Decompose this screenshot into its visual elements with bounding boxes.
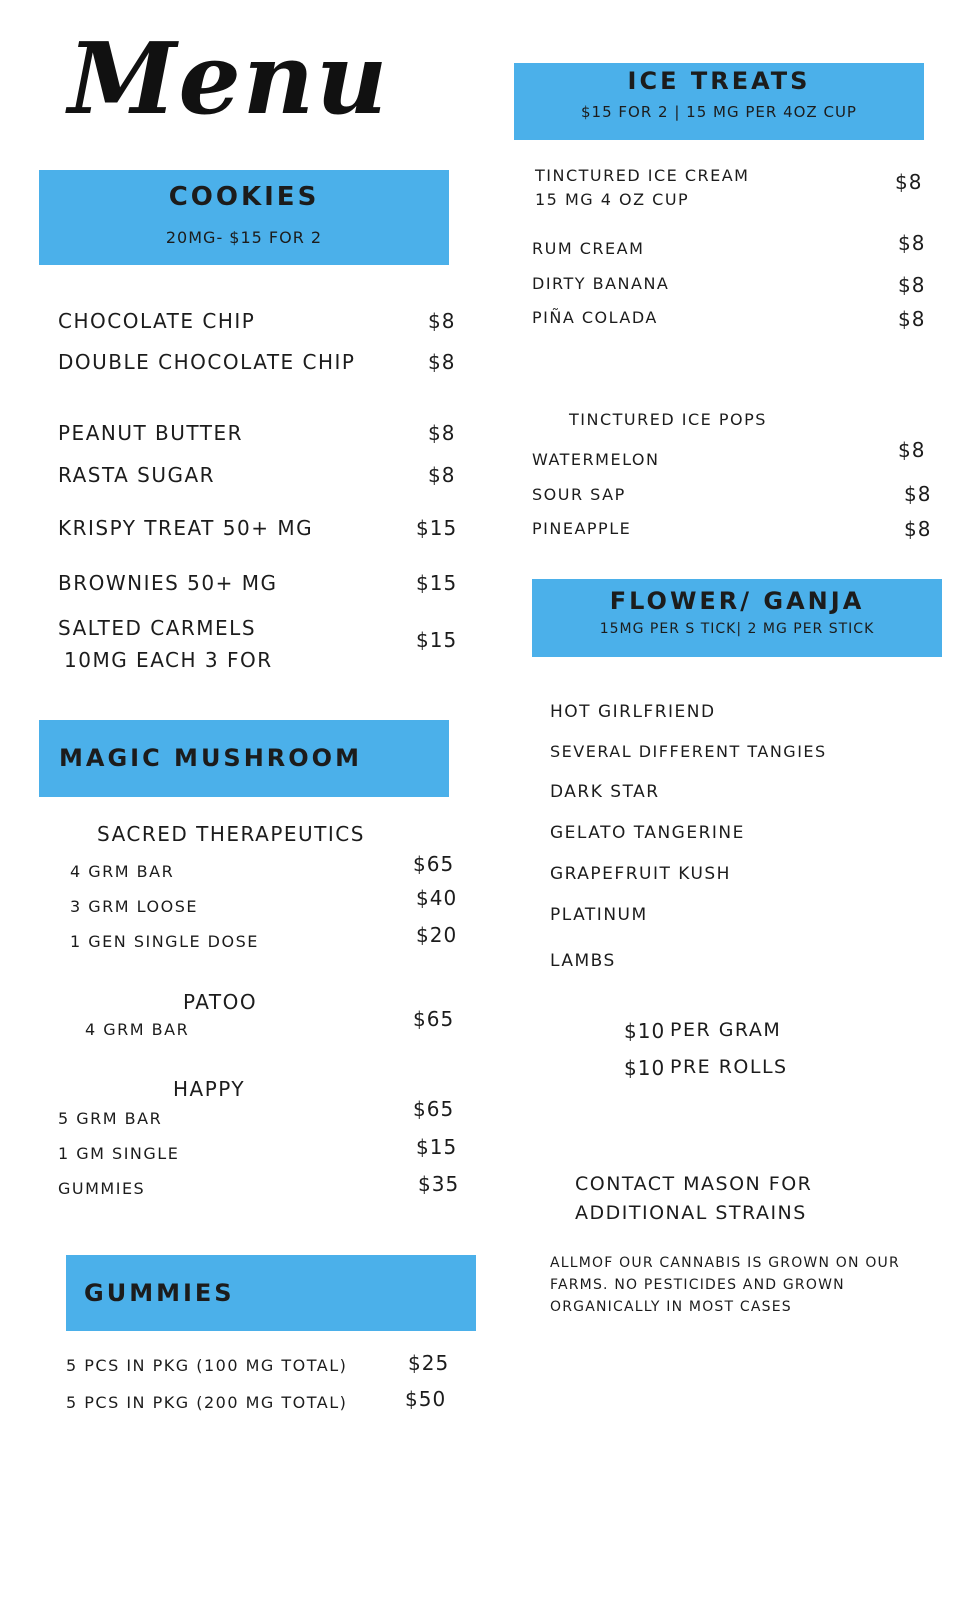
menu-item-price: $8 xyxy=(895,170,923,194)
menu-item-detail: 15 MG 4 OZ CUP xyxy=(535,190,690,209)
menu-item-price: $8 xyxy=(428,350,456,374)
flower-subheading: 15MG PER S TICK| 2 MG PER STICK xyxy=(599,621,875,637)
menu-item-name: PINEAPPLE xyxy=(532,519,632,538)
gummies-heading: GUMMIES xyxy=(84,1279,235,1307)
ice-treats-header xyxy=(514,63,924,140)
ice-treats-heading: ICE TREATS xyxy=(627,67,811,95)
menu-item-name: 1 GM SINGLE xyxy=(58,1144,180,1163)
menu-item-name: WATERMELON xyxy=(532,450,660,469)
menu-item-name: 5 PCS IN PKG (200 MG TOTAL) xyxy=(66,1393,348,1412)
pricing-label: PER GRAM xyxy=(670,1019,782,1041)
pricing-amount: $10 xyxy=(624,1019,666,1043)
menu-item-price: $8 xyxy=(428,309,456,333)
menu-item-price: $15 xyxy=(416,571,458,595)
menu-item-price: $65 xyxy=(413,1007,455,1031)
note-line: FARMS. NO PESTICIDES AND GROWN xyxy=(550,1277,845,1293)
menu-item-name: 4 GRM BAR xyxy=(70,862,175,881)
contact-line-1: CONTACT MASON FOR xyxy=(575,1173,813,1195)
strain-item: PLATINUM xyxy=(550,905,648,925)
group-title: TINCTURED ICE POPS xyxy=(569,410,767,429)
note-line: ORGANICALLY IN MOST CASES xyxy=(550,1299,792,1315)
menu-item-price: $8 xyxy=(904,482,932,506)
menu-item-price: $8 xyxy=(898,307,926,331)
menu-item-price: $8 xyxy=(428,421,456,445)
pricing-label: PRE ROLLS xyxy=(670,1056,788,1078)
strain-item: SEVERAL DIFFERENT TANGIES xyxy=(550,742,827,761)
menu-item-name: DOUBLE CHOCOLATE CHIP xyxy=(58,350,356,374)
menu-item-name: 3 GRM LOOSE xyxy=(70,897,198,916)
menu-item-name: RUM CREAM xyxy=(532,239,645,258)
menu-item-price: $25 xyxy=(408,1351,450,1375)
strain-item: GELATO TANGERINE xyxy=(550,823,745,843)
note-line: ALLMOF OUR CANNABIS IS GROWN ON OUR xyxy=(550,1255,900,1271)
contact-line-2: ADDITIONAL STRAINS xyxy=(575,1202,807,1224)
menu-item-name: 1 GEN SINGLE DOSE xyxy=(70,932,259,951)
menu-item-name: KRISPY TREAT 50+ MG xyxy=(58,516,314,540)
menu-item-price: $8 xyxy=(898,438,926,462)
menu-item-price: $40 xyxy=(416,886,458,910)
menu-item-name: 4 GRM BAR xyxy=(85,1020,190,1039)
cookies-subheading: 20MG- $15 FOR 2 xyxy=(165,228,323,247)
strain-item: DARK STAR xyxy=(550,782,660,802)
menu-item-name: PIÑA COLADA xyxy=(532,308,658,327)
menu-item-price: $8 xyxy=(428,463,456,487)
menu-item-price: $8 xyxy=(904,517,932,541)
menu-item-name: TINCTURED ICE CREAM xyxy=(535,166,750,185)
menu-item-name: GUMMIES xyxy=(58,1179,146,1198)
menu-item-price: $15 xyxy=(416,1135,458,1159)
menu-item-name: RASTA SUGAR xyxy=(58,463,216,487)
ice-treats-subheading: $15 FOR 2 | 15 MG PER 4OZ CUP xyxy=(581,103,857,121)
menu-item-price: $8 xyxy=(898,231,926,255)
menu-item-name: SOUR SAP xyxy=(532,485,626,504)
strain-item: GRAPEFRUIT KUSH xyxy=(550,864,731,884)
menu-item-price: $65 xyxy=(413,1097,455,1121)
menu-item-name: PEANUT BUTTER xyxy=(58,421,244,445)
cookies-header xyxy=(39,170,449,265)
menu-item-name: 5 PCS IN PKG (100 MG TOTAL) xyxy=(66,1356,348,1375)
pricing-amount: $10 xyxy=(624,1056,666,1080)
flower-header xyxy=(532,579,942,657)
group-title: SACRED THERAPEUTICS xyxy=(97,822,365,846)
growing-note xyxy=(550,1252,900,1318)
menu-item-price: $15 xyxy=(416,628,458,652)
flower-heading: FLOWER/ GANJA xyxy=(609,587,865,615)
strain-item: HOT GIRLFRIEND xyxy=(550,702,716,722)
menu-item-detail: 10MG EACH 3 FOR xyxy=(64,648,273,672)
menu-item-price: $65 xyxy=(413,852,455,876)
mushroom-heading: MAGIC MUSHROOM xyxy=(59,744,362,772)
menu-item-price: $20 xyxy=(416,923,458,947)
cookies-heading: COOKIES xyxy=(168,182,320,212)
menu-item-name: DIRTY BANANA xyxy=(532,274,670,293)
menu-item-price: $15 xyxy=(416,516,458,540)
gummies-header xyxy=(66,1255,476,1331)
group-title: HAPPY xyxy=(173,1077,246,1101)
menu-item-name: SALTED CARMELS xyxy=(58,616,257,640)
menu-title: Menu xyxy=(68,22,390,137)
menu-item-price: $35 xyxy=(418,1172,460,1196)
menu-item-name: CHOCOLATE CHIP xyxy=(58,309,256,333)
mushroom-header xyxy=(39,720,449,797)
menu-item-price: $50 xyxy=(405,1387,447,1411)
strain-item: LAMBS xyxy=(550,951,616,971)
menu-item-name: BROWNIES 50+ MG xyxy=(58,571,278,595)
group-title: PATOO xyxy=(183,990,258,1014)
menu-item-price: $8 xyxy=(898,273,926,297)
menu-item-name: 5 GRM BAR xyxy=(58,1109,163,1128)
